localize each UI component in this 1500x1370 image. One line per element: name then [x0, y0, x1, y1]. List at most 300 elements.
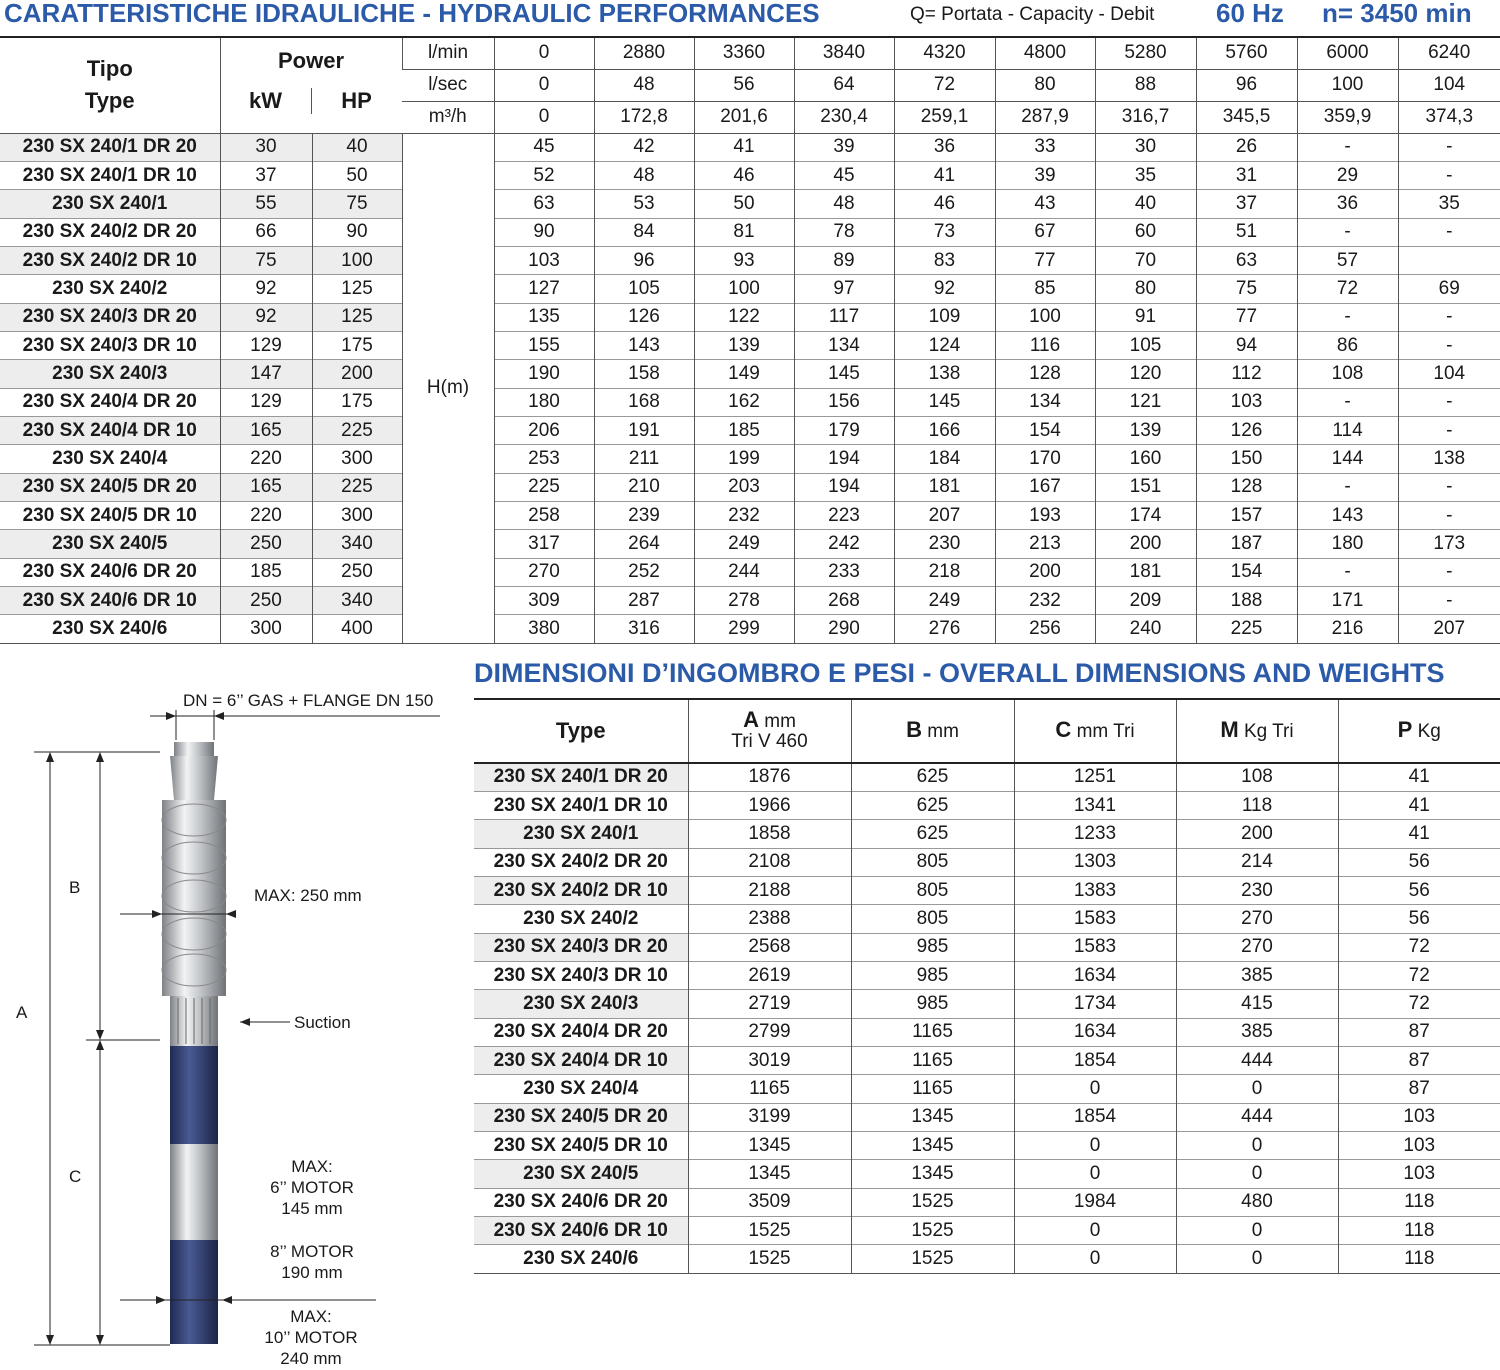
flow-lmin-cell: 4800 — [995, 37, 1095, 69]
flow-lmin-cell: 5760 — [1196, 37, 1297, 69]
head-value-cell: 258 — [494, 501, 594, 529]
model-name-cell: 230 SX 240/4 DR 20 — [493, 1021, 668, 1043]
dim-b-cell: 1165 — [851, 1075, 1014, 1103]
head-value-cell: 77 — [1196, 303, 1297, 331]
head-value-cell: 45 — [494, 133, 594, 161]
model-name-cell: 230 SX 240/6 — [523, 1248, 639, 1270]
dim-a-cell: 1525 — [688, 1217, 851, 1245]
head-value-cell: 80 — [1095, 275, 1196, 303]
head-value-cell: 63 — [494, 190, 594, 218]
head-value-cell: 160 — [1095, 445, 1196, 473]
kw-cell: 92 — [220, 303, 312, 331]
unit-lmin: l/min — [402, 37, 494, 69]
head-value-cell: 67 — [995, 218, 1095, 246]
head-value-cell: 157 — [1196, 501, 1297, 529]
head-value-cell: 210 — [594, 473, 694, 501]
head-value-cell: 232 — [995, 587, 1095, 615]
head-value-cell: - — [1398, 501, 1500, 529]
hp-cell: 300 — [312, 501, 402, 529]
head-value-cell: 144 — [1297, 445, 1398, 473]
flow-lsec-cell: 0 — [494, 69, 594, 101]
head-value-cell: 128 — [1196, 473, 1297, 501]
flow-lsec-cell: 72 — [894, 69, 995, 101]
head-value-cell: 158 — [594, 360, 694, 388]
head-value-cell: 135 — [494, 303, 594, 331]
flow-lmin-cell: 5280 — [1095, 37, 1196, 69]
head-value-cell: 26 — [1196, 133, 1297, 161]
flow-lmin-cell: 4320 — [894, 37, 995, 69]
head-value-cell: 181 — [894, 473, 995, 501]
model-name-cell: 230 SX 240/2 DR 20 — [493, 851, 668, 873]
type-header — [0, 37, 220, 133]
dim-c-cell: 0 — [1014, 1131, 1176, 1159]
head-value-cell: 207 — [894, 501, 995, 529]
performance-row — [0, 615, 1500, 643]
head-value-cell: 72 — [1297, 275, 1398, 303]
dimensions-row — [474, 1217, 1500, 1245]
model-name-cell: 230 SX 240/6 — [52, 618, 168, 640]
head-value-cell: 242 — [794, 530, 894, 558]
dim-c-cell: 1233 — [1014, 820, 1176, 848]
head-value-cell: 206 — [494, 416, 594, 444]
head-value-cell: 103 — [1196, 388, 1297, 416]
head-value-cell: - — [1398, 587, 1500, 615]
dim-p-cell: 103 — [1338, 1103, 1500, 1131]
head-value-cell: 42 — [594, 133, 694, 161]
head-value-cell: 200 — [995, 558, 1095, 586]
flow-m3h-cell: 230,4 — [794, 101, 894, 133]
head-value-cell: 89 — [794, 246, 894, 274]
dim-a-cell: 2568 — [688, 933, 851, 961]
kw-cell: 300 — [220, 615, 312, 643]
dim-c-cell: 0 — [1014, 1075, 1176, 1103]
dim-a-cell: 3199 — [688, 1103, 851, 1131]
head-value-cell: 149 — [694, 360, 794, 388]
dim-m-cell: 385 — [1176, 1018, 1338, 1046]
flow-m3h-cell: 345,5 — [1196, 101, 1297, 133]
model-name-cell: 230 SX 240/5 DR 10 — [22, 504, 197, 526]
head-value-cell: 29 — [1297, 161, 1398, 189]
dim-p-cell: 56 — [1338, 876, 1500, 904]
head-value-cell: 92 — [894, 275, 995, 303]
head-value-cell: 48 — [794, 190, 894, 218]
performance-row — [0, 473, 1500, 501]
kw-cell: 55 — [220, 190, 312, 218]
head-value-cell: 154 — [995, 416, 1095, 444]
speed-label: n= 3450 min — [1322, 0, 1472, 28]
dimensions-row — [474, 1075, 1500, 1103]
kw-cell: 129 — [220, 331, 312, 359]
flow-lsec-cell: 56 — [694, 69, 794, 101]
kw-cell: 66 — [220, 218, 312, 246]
dim-b-cell: 805 — [851, 876, 1014, 904]
head-value-cell: 290 — [794, 615, 894, 643]
dim-m-cell: 214 — [1176, 848, 1338, 876]
performance-row — [0, 530, 1500, 558]
model-name-cell: 230 SX 240/2 — [52, 277, 168, 299]
flow-lsec-cell: 64 — [794, 69, 894, 101]
head-value-cell: 200 — [1095, 530, 1196, 558]
head-value-cell: 216 — [1297, 615, 1398, 643]
dim-a-cell: 1525 — [688, 1245, 851, 1273]
dim-a-cell: 1345 — [688, 1131, 851, 1159]
dim-p-cell: 72 — [1338, 933, 1500, 961]
performance-row — [0, 331, 1500, 359]
head-value-cell: 180 — [494, 388, 594, 416]
dim-m-header: M Kg Tri — [1176, 699, 1338, 763]
head-value-cell: 166 — [894, 416, 995, 444]
flow-m3h-cell: 316,7 — [1095, 101, 1196, 133]
flow-lsec-cell: 96 — [1196, 69, 1297, 101]
head-value-cell: 60 — [1095, 218, 1196, 246]
head-value-cell: 84 — [594, 218, 694, 246]
head-value-cell: 252 — [594, 558, 694, 586]
dimensions-row — [474, 1160, 1500, 1188]
performance-row — [0, 246, 1500, 274]
head-value-cell: 316 — [594, 615, 694, 643]
model-name-cell: 230 SX 240/4 DR 10 — [0, 416, 220, 444]
kw-cell: 165 — [220, 416, 312, 444]
dim-b-cell: 625 — [851, 791, 1014, 819]
flow-m3h-cell: 172,8 — [594, 101, 694, 133]
kw-cell: 250 — [220, 587, 312, 615]
flow-lsec-cell: 80 — [995, 69, 1095, 101]
head-value-cell: 35 — [1398, 190, 1500, 218]
head-value-cell: 41 — [894, 161, 995, 189]
dim-m-cell: 270 — [1176, 933, 1338, 961]
head-value-cell: 268 — [794, 587, 894, 615]
head-value-cell: - — [1398, 558, 1500, 586]
dim-m-cell: 415 — [1176, 990, 1338, 1018]
dimension-lines — [34, 710, 440, 1345]
head-value-cell: 108 — [1297, 360, 1398, 388]
head-value-cell: 100 — [995, 303, 1095, 331]
head-value-cell: 114 — [1297, 416, 1398, 444]
model-name-cell: 230 SX 240/5 — [0, 530, 220, 558]
hp-cell: 125 — [312, 275, 402, 303]
head-value-cell: 103 — [494, 246, 594, 274]
head-value-cell: 83 — [894, 246, 995, 274]
head-value-cell: 105 — [594, 275, 694, 303]
dim-c-cell: 1303 — [1014, 848, 1176, 876]
model-name-cell: 230 SX 240/2 — [523, 907, 639, 929]
head-value-cell: 85 — [995, 275, 1095, 303]
head-value-cell: 73 — [894, 218, 995, 246]
hp-cell: 40 — [312, 133, 402, 161]
head-value-cell: 232 — [694, 501, 794, 529]
head-value-cell: 139 — [694, 331, 794, 359]
dim-p-cell: 72 — [1338, 990, 1500, 1018]
head-value-cell: 134 — [794, 331, 894, 359]
head-value-cell: 143 — [1297, 501, 1398, 529]
performance-row — [0, 445, 1500, 473]
head-value-cell: 46 — [694, 161, 794, 189]
head-value-cell: 244 — [694, 558, 794, 586]
model-name-cell: 230 SX 240/4 — [523, 1077, 639, 1099]
flow-m3h-cell: 259,1 — [894, 101, 995, 133]
head-value-cell: 138 — [1398, 445, 1500, 473]
dim-m-cell: 444 — [1176, 1046, 1338, 1074]
head-value-cell: 121 — [1095, 388, 1196, 416]
model-name-cell: 230 SX 240/2 DR 10 — [474, 876, 688, 904]
dim-a-cell: 2388 — [688, 905, 851, 933]
pump-diagram-svg — [0, 660, 470, 1365]
dim-c-cell: 1634 — [1014, 1018, 1176, 1046]
dim-c-cell: 1634 — [1014, 961, 1176, 989]
dim-m-cell: 480 — [1176, 1188, 1338, 1216]
dim-c-cell: 1984 — [1014, 1188, 1176, 1216]
head-value-cell: 249 — [694, 530, 794, 558]
head-value-cell: 193 — [995, 501, 1095, 529]
hp-cell: 175 — [312, 331, 402, 359]
head-value-cell: 41 — [694, 133, 794, 161]
dim-m-cell: 0 — [1176, 1217, 1338, 1245]
performance-row — [0, 360, 1500, 388]
head-value-cell: 174 — [1095, 501, 1196, 529]
dim-b-cell: 805 — [851, 848, 1014, 876]
head-value-cell: 63 — [1196, 246, 1297, 274]
head-value-cell: - — [1398, 303, 1500, 331]
hp-cell: 100 — [312, 246, 402, 274]
performance-row — [0, 133, 1500, 161]
hp-cell: 200 — [312, 360, 402, 388]
head-value-cell: 116 — [995, 331, 1095, 359]
dim-c-cell: 1341 — [1014, 791, 1176, 819]
suction-label: Suction — [294, 1013, 351, 1032]
dim-a-cell: 1345 — [688, 1160, 851, 1188]
dim-p-cell: 103 — [1338, 1131, 1500, 1159]
head-value-cell: 143 — [594, 331, 694, 359]
model-name-cell: 230 SX 240/6 DR 20 — [493, 1191, 668, 1213]
head-value-cell: 91 — [1095, 303, 1196, 331]
performance-row — [0, 303, 1500, 331]
head-value-cell: 69 — [1398, 275, 1500, 303]
kw-cell: 185 — [220, 558, 312, 586]
model-name-cell: 230 SX 240/2 DR 20 — [22, 221, 197, 243]
head-value-cell: 156 — [794, 388, 894, 416]
motor-upper — [170, 1046, 218, 1144]
dimensions-row — [474, 1046, 1500, 1074]
dimensions-row — [474, 1245, 1500, 1273]
head-value-cell: 317 — [494, 530, 594, 558]
head-value-cell: 70 — [1095, 246, 1196, 274]
type-label: Type — [84, 88, 135, 114]
dim-a-cell: 1966 — [688, 791, 851, 819]
model-name-cell: 230 SX 240/1 DR 20 — [0, 133, 220, 161]
dim-c-cell: 0 — [1014, 1217, 1176, 1245]
head-value-cell: 249 — [894, 587, 995, 615]
bowl — [162, 804, 226, 836]
flow-lmin-cell: 3360 — [694, 37, 794, 69]
dim-a-cell: 2619 — [688, 961, 851, 989]
dim-c-cell: 1854 — [1014, 1046, 1176, 1074]
head-value-cell: 218 — [894, 558, 995, 586]
motor-lower — [170, 1240, 218, 1344]
head-value-cell: 138 — [894, 360, 995, 388]
dim-m-cell: 230 — [1176, 876, 1338, 904]
head-value-cell: 134 — [995, 388, 1095, 416]
dim-p-cell: 103 — [1338, 1160, 1500, 1188]
pump-drawing — [0, 660, 470, 1368]
head-value-cell: 170 — [995, 445, 1095, 473]
dim-b-cell: 1345 — [851, 1103, 1014, 1131]
head-value-cell: 46 — [894, 190, 995, 218]
flow-lsec-cell: 100 — [1297, 69, 1398, 101]
model-name-cell: 230 SX 240/5 DR 10 — [493, 1134, 668, 1156]
head-value-cell: 126 — [594, 303, 694, 331]
head-value-cell: 48 — [594, 161, 694, 189]
dim-c-cell: 1854 — [1014, 1103, 1176, 1131]
hp-cell: 225 — [312, 473, 402, 501]
head-value-cell: - — [1398, 388, 1500, 416]
kw-cell: 92 — [220, 275, 312, 303]
head-value-cell: 380 — [494, 615, 594, 643]
dim-b-header: B mm — [851, 699, 1014, 763]
kw-cell: 30 — [220, 133, 312, 161]
head-value-cell: 52 — [494, 161, 594, 189]
dim-b-cell: 625 — [851, 820, 1014, 848]
kw-cell: 147 — [220, 360, 312, 388]
dim-b-cell: 1345 — [851, 1131, 1014, 1159]
head-value-cell: 39 — [995, 161, 1095, 189]
flow-m3h-cell: 201,6 — [694, 101, 794, 133]
performance-row — [0, 587, 1500, 615]
model-name-cell: 230 SX 240/3 DR 10 — [22, 334, 197, 356]
dim-b-cell: 1165 — [851, 1046, 1014, 1074]
dimensions-row — [474, 990, 1500, 1018]
head-value-cell: 168 — [594, 388, 694, 416]
head-value-cell: 287 — [594, 587, 694, 615]
dim-a-header: A mm Tri V 460 — [688, 699, 851, 763]
power-label: Power — [277, 48, 345, 73]
model-name-cell: 230 SX 240/6 DR 10 — [474, 1217, 688, 1245]
head-value-cell: - — [1398, 133, 1500, 161]
head-value-cell: 33 — [995, 133, 1095, 161]
frequency-label: 60 Hz — [1216, 0, 1284, 28]
hp-cell: 225 — [312, 416, 402, 444]
dim-c-cell: 0 — [1014, 1245, 1176, 1273]
dim-m-cell: 0 — [1176, 1075, 1338, 1103]
unit-m3h: m³/h — [402, 101, 494, 133]
dimensions-title: DIMENSIONI D’INGOMBRO E PESI - OVERALL DIMENSIONS AND WEIGHTS — [474, 658, 1445, 688]
head-value-cell — [1398, 246, 1500, 274]
head-value-cell: 93 — [694, 246, 794, 274]
head-value-cell: 270 — [494, 558, 594, 586]
flow-m3h-cell: 359,9 — [1297, 101, 1398, 133]
head-value-cell: 223 — [794, 501, 894, 529]
dim-p-cell: 118 — [1338, 1217, 1500, 1245]
dim-c-cell: 0 — [1014, 1160, 1176, 1188]
head-value-cell: 77 — [995, 246, 1095, 274]
dim-b-cell: 625 — [851, 763, 1014, 791]
dim-p-cell: 87 — [1338, 1018, 1500, 1046]
head-value-cell: 185 — [694, 416, 794, 444]
head-value-cell: 233 — [794, 558, 894, 586]
performance-row — [0, 275, 1500, 303]
dimensions-row — [474, 791, 1500, 819]
head-value-cell: 145 — [894, 388, 995, 416]
dim-m-cell: 385 — [1176, 961, 1338, 989]
hp-cell: 90 — [312, 218, 402, 246]
dim-p-cell: 118 — [1338, 1188, 1500, 1216]
head-value-cell: 173 — [1398, 530, 1500, 558]
dim-b-cell: 1525 — [851, 1245, 1014, 1273]
performance-row — [0, 558, 1500, 586]
model-name-cell: 230 SX 240/6 DR 10 — [0, 587, 220, 615]
model-name-cell: 230 SX 240/1 DR 10 — [22, 164, 197, 186]
head-value-cell: 39 — [794, 133, 894, 161]
kw-cell: 165 — [220, 473, 312, 501]
model-name-cell: 230 SX 240/3 DR 20 — [0, 303, 220, 331]
head-value-cell: 179 — [794, 416, 894, 444]
motor10-label: MAX: 10’’ MOTOR 240 mm — [264, 1307, 358, 1368]
head-value-cell: 117 — [794, 303, 894, 331]
dimensions-table — [474, 698, 1500, 1274]
performance-table — [0, 36, 1500, 644]
dim-p-cell: 41 — [1338, 820, 1500, 848]
dim-a-cell: 2719 — [688, 990, 851, 1018]
flow-lmin-cell: 6000 — [1297, 37, 1398, 69]
head-value-cell: 171 — [1297, 587, 1398, 615]
head-value-cell: 239 — [594, 501, 694, 529]
bowl — [162, 842, 226, 874]
dimensions-row — [474, 1018, 1500, 1046]
head-value-cell: 90 — [494, 218, 594, 246]
model-name-cell: 230 SX 240/3 — [474, 990, 688, 1018]
head-value-cell: 120 — [1095, 360, 1196, 388]
head-value-cell: 104 — [1398, 360, 1500, 388]
head-value-cell: - — [1398, 473, 1500, 501]
head-value-cell: 53 — [594, 190, 694, 218]
performance-row — [0, 190, 1500, 218]
head-value-cell: - — [1297, 388, 1398, 416]
dimensions-row — [474, 933, 1500, 961]
head-value-cell: 276 — [894, 615, 995, 643]
model-name-cell: 230 SX 240/1 — [0, 190, 220, 218]
model-name-cell: 230 SX 240/5 — [474, 1160, 688, 1188]
dim-c-cell: 1734 — [1014, 990, 1176, 1018]
dim-a-cell: 3509 — [688, 1188, 851, 1216]
max-250-label: MAX: 250 mm — [254, 886, 362, 905]
head-value-cell: - — [1398, 161, 1500, 189]
dim-c-cell: 1251 — [1014, 763, 1176, 791]
head-value-cell: 194 — [794, 445, 894, 473]
dim-p-cell: 56 — [1338, 848, 1500, 876]
head-value-cell: 188 — [1196, 587, 1297, 615]
head-value-cell: 203 — [694, 473, 794, 501]
dim-b-cell: 985 — [851, 990, 1014, 1018]
head-value-cell: 96 — [594, 246, 694, 274]
head-value-cell: 145 — [794, 360, 894, 388]
kw-label: kW — [221, 88, 312, 114]
bowl — [162, 918, 226, 950]
head-value-cell: 94 — [1196, 331, 1297, 359]
head-value-cell: 78 — [794, 218, 894, 246]
dim-b-cell: 1525 — [851, 1188, 1014, 1216]
dimensions-row — [474, 848, 1500, 876]
kw-cell: 220 — [220, 501, 312, 529]
dim-b-cell: 985 — [851, 961, 1014, 989]
dim-a-label: A — [16, 1003, 28, 1022]
performance-row — [0, 501, 1500, 529]
bowl — [162, 880, 226, 912]
head-value-cell: 264 — [594, 530, 694, 558]
hp-cell: 175 — [312, 388, 402, 416]
model-name-cell: 230 SX 240/5 DR 20 — [474, 1103, 688, 1131]
performance-row — [0, 218, 1500, 246]
performance-row — [0, 161, 1500, 189]
dim-p-header: P Kg — [1338, 699, 1500, 763]
